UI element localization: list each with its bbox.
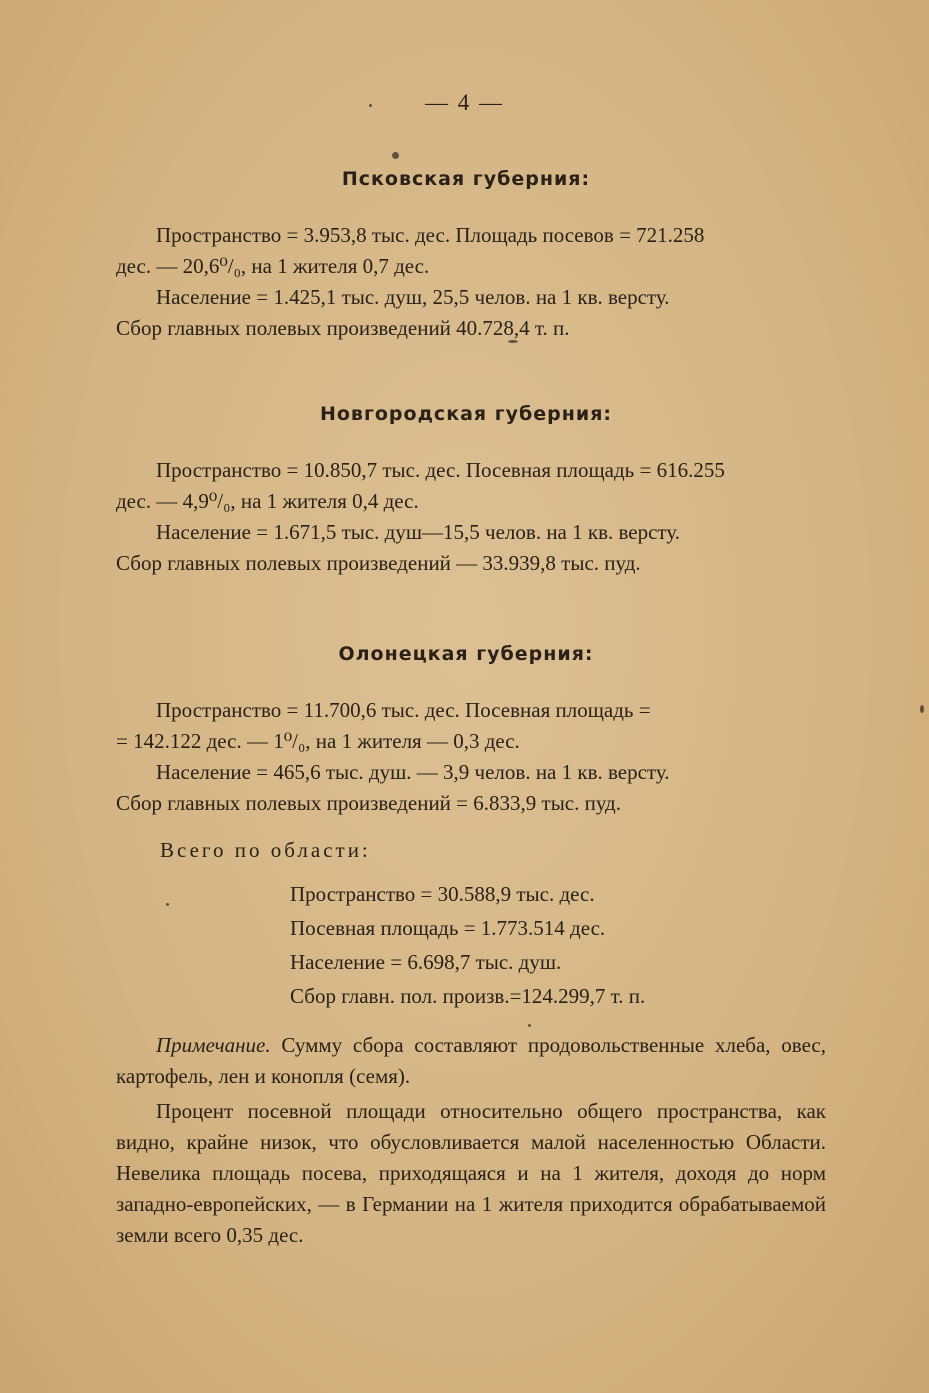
text-line: Пространство = 11.700,6 тыс. дес. Посевная площадь =: [156, 698, 651, 722]
area-paragraph: [116, 220, 816, 282]
area-paragraph: [116, 695, 816, 757]
population-paragraph: [116, 757, 816, 819]
totals-item: Сбор главн. пол. произв.=124.299,7 т. п.: [290, 984, 646, 1008]
paper-speck: [920, 705, 924, 713]
paper-speck: [528, 1024, 531, 1027]
text-line: Сбор главных полевых произведений — 33.939,8 тыс. пуд.: [116, 551, 641, 575]
note-paragraph: [116, 1030, 826, 1092]
text-line: Население = 1.425,1 тыс. душ, 25,5 челов. на 1 кв. версту.: [156, 285, 670, 309]
note-text: Сумму сбора составляют продовольственные хлеба, овес, картофель, лен и конопля (семя).: [116, 1033, 826, 1088]
section-heading: Псковская губерния:: [341, 168, 591, 190]
totals-item: Пространство = 30.588,9 тыс. дес.: [290, 882, 595, 906]
text-line: дес. — 4,9⁰/₀, на 1 жителя 0,4 дес.: [116, 489, 419, 513]
section-heading: Новгородская губерния:: [319, 403, 613, 425]
note-block: [116, 1030, 826, 1251]
totals-title: Всего по области:: [160, 838, 371, 862]
section-novgorod: [116, 403, 816, 579]
note-label: Примечание.: [156, 1033, 271, 1057]
paper-speck: [369, 104, 372, 107]
totals-item: Население = 6.698,7 тыс. душ.: [290, 950, 562, 974]
area-paragraph: [116, 455, 816, 517]
conclusion-paragraph: Процент посевной площади относительно общего пространства, как видно, крайне низок, что обусловливается малой населенностью Области. Невелика площадь посева, приходящаяся и на 1 жителя, доходя до норм западно-европейских, — в Германии на 1 жителя приходится обрабатываемой земли всего 0,35 дес.: [116, 1099, 826, 1247]
text-line: Сбор главных полевых произведений = 6.833,9 тыс. пуд.: [116, 791, 621, 815]
section-olonets: [116, 643, 816, 819]
text-line: Сбор главных полевых произведений 40.728,4 т. п.: [116, 316, 570, 340]
text-line: дес. — 20,6⁰/₀, на 1 жителя 0,7 дес.: [116, 254, 430, 278]
text-line: Население = 1.671,5 тыс. душ—15,5 челов. на 1 кв. версту.: [156, 520, 680, 544]
text-line: Пространство = 3.953,8 тыс. дес. Площадь посевов = 721.258: [156, 223, 705, 247]
paper-speck: [392, 152, 399, 159]
page-number: — 4 —: [425, 90, 504, 115]
totals-item: Посевная площадь = 1.773.514 дес.: [290, 916, 606, 940]
population-paragraph: [116, 282, 816, 344]
totals-block: [160, 838, 780, 1013]
text-line: = 142.122 дес. — 1⁰/₀, на 1 жителя — 0,3 дес.: [116, 729, 520, 753]
paper-speck: [166, 903, 169, 906]
population-paragraph: [116, 517, 816, 579]
section-pskov: [116, 168, 816, 344]
text-line: Пространство = 10.850,7 тыс. дес. Посевная площадь = 616.255: [156, 458, 725, 482]
section-heading: Олонецкая губерния:: [338, 643, 594, 665]
paper-speck: [508, 340, 518, 343]
totals-list: [160, 877, 780, 1013]
text-line: Население = 465,6 тыс. душ. — 3,9 челов. на 1 кв. версту.: [156, 760, 670, 784]
